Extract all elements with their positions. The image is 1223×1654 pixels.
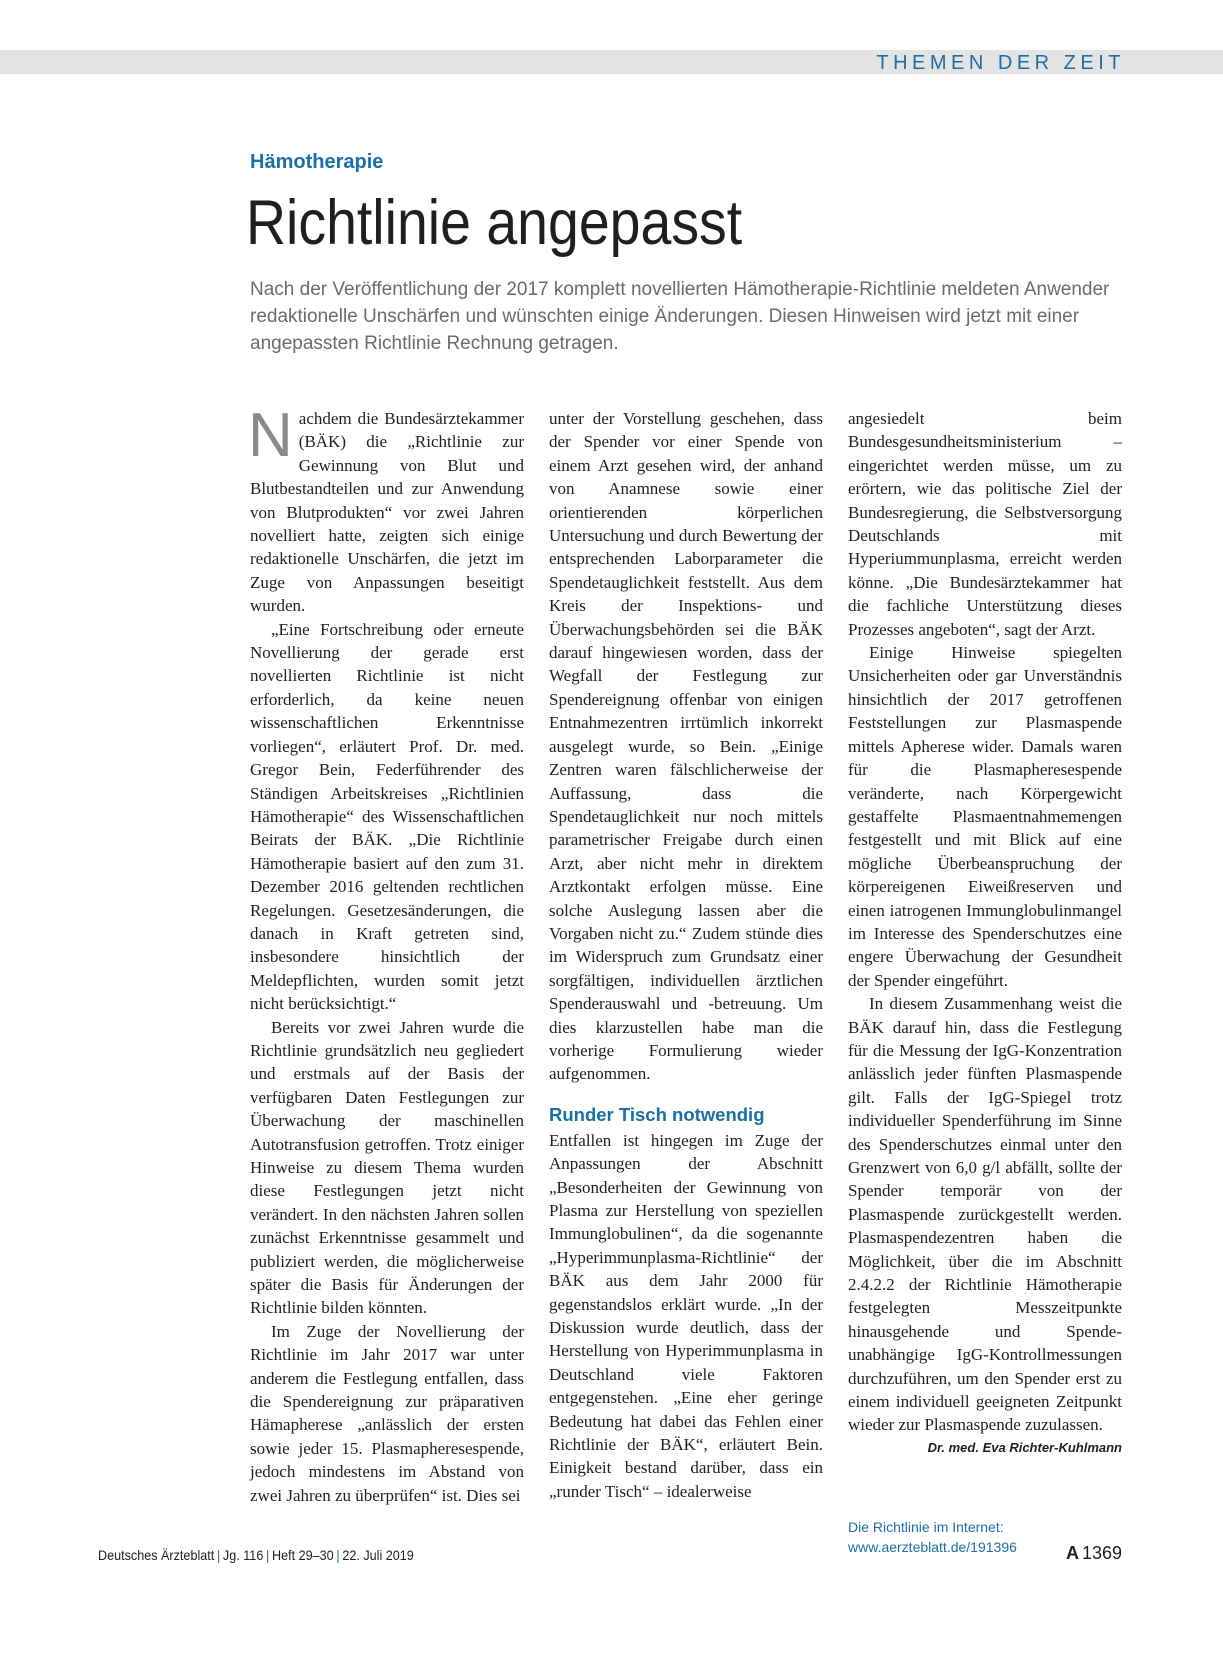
paragraph-7: In diesem Zusammenhang weist die BÄK darauf hin, dass die Festlegung für die Messung der IgG-Konzentration anlässlich jeder fünften Plasmaspende gilt. Falls der IgG-Spiegel trotz individueller Spenderführung im Sinne des Spenderschutzes einmal unter den Grenzwert von 6,0 g/l abfällt, sollte der Spender temporär von der Plasmaspende zurückgestellt werden. Plasmaspendezentren haben die Möglichkeit, über die im Abschnitt 2.4.2.2 der Richtlinie Hämotherapie festgelegten Messzeitpunkte hinausgehende und Spende-unabhängige IgG-Kontrollmessungen durchzuführen, um den Spender erst zu einem individuell geeigneten Zeitpunkt wieder zur Plasmaspende zuzulassen. bbox=[848, 994, 1122, 1435]
section-subheading: Runder Tisch notwendig bbox=[549, 1103, 765, 1125]
web-link-label: Die Richtlinie im Internet: bbox=[848, 1519, 1004, 1535]
article-kicker: Hämotherapie bbox=[250, 151, 384, 173]
drop-cap: N bbox=[248, 401, 293, 470]
web-link-box[interactable] bbox=[848, 1517, 1017, 1557]
web-link-url[interactable]: www.aerzteblatt.de/191396 bbox=[848, 1539, 1017, 1555]
page-prefix: A bbox=[1065, 1543, 1079, 1563]
article-column-2 bbox=[549, 407, 823, 1503]
article-lead: Nach der Veröffentlichung der 2017 komplett novellierten Hämotherapie-Richtlinie meldeten Anwender redaktionelle Unschärfen und wünschten einige Änderungen. Diesen Hinweisen wird jetzt mit einer angepassten Richtlinie Rechnung getragen. bbox=[250, 279, 1110, 354]
paragraph-1: achdem die Bundesärztekammer (BÄK) die „Richtlinie zur Gewinnung von Blut und Blutbestandteilen und zur Anwendung von Blutprodukten“ vor zwei Jahren novelliert hatte, zeigten sich einige redaktionelle Unschärfen, die jetzt im Zuge von Anpassungen beseitigt wurden. bbox=[250, 409, 524, 616]
footer-volume: Jg. 116 bbox=[222, 1547, 264, 1563]
article-column-3 bbox=[848, 407, 1122, 1458]
author-byline: Dr. med. Eva Richter-Kuhlmann bbox=[927, 1439, 1122, 1455]
footer-date: 22. Juli 2019 bbox=[342, 1547, 414, 1563]
paragraph-5: Entfallen ist hingegen im Zuge der Anpassungen der Abschnitt „Besonderheiten der Gewinnung von Plasma zur Herstellung von speziellen Immunglobulinen“, da die sogenannte „Hyperimmunplasma-Richtlinie“ der BÄK aus dem Jahr 2000 für gegenstandslos erklärt wurde. „In der Diskussion wurde deutlich, dass der Herstellung von Hyperimmunplasma in Deutschland viele Faktoren entgegenstehen. „Eine eher geringe Bedeutung hat dabei das Fehlen einer Richtlinie der BÄK“, erläutert Bein. Einigkeit bestand darüber, dass ein „runder Tisch“ – idealerweise bbox=[549, 1130, 823, 1501]
paragraph-2: „Eine Fortschreibung oder erneute Novellierung der gerade erst novellierten Richtlinie ist nicht erforderlich, da keine neuen wissenschaftlichen Erkenntnisse vorliegen“, erläutert Prof. Dr. med. Gregor Bein, Federführender des Ständigen Arbeitskreises „Richtlinien Hämotherapie“ des Wissenschaftlichen Beirats der BÄK. „Die Richtlinie Hämotherapie basiert auf den zum 31. Dezember 2016 geltenden rechtlichen Regelungen. Gesetzesänderungen, die danach in Kraft getreten sind, insbesondere hinsichtlich der Meldepflichten, wurden somit jetzt nicht berücksichtigt.“ bbox=[250, 619, 524, 1014]
page-number-value: 1369 bbox=[1081, 1543, 1122, 1563]
paragraph-3: Bereits vor zwei Jahren wurde die Richtlinie grundsätzlich neu gegliedert und erstmals auf der Basis der verfügbaren Daten Festlegungen zur Überwachung der maschinellen Autotransfusion getroffen. Trotz einiger Hinweise zu diesem Thema wurden diese Festlegungen jetzt nicht verändert. In den nächsten Jahren sollen zunächst Erkenntnisse gesammelt und publiziert werden, die möglicherweise später die Basis für Änderungen der Richtlinie bilden könnten. bbox=[250, 1017, 524, 1318]
footer-issue: Heft 29–30 bbox=[272, 1547, 334, 1563]
page-number bbox=[1066, 1543, 1122, 1564]
section-label: THEMEN DER ZEIT bbox=[876, 52, 1125, 74]
paragraph-6: Einige Hinweise spiegelten Unsicherheiten oder gar Unverständnis hinsichtlich der 2017 getroffenen Feststellungen zur Plasmaspende mittels Apherese wider. Damals waren für die Plasmapheresespende veränderte, nach Körpergewicht gestaffelte Plasmaentnahmemengen festgestellt und mit Blick auf eine mögliche Überbeanspruchung der körpereigenen Eiweißreserven und einen iatrogenen Immunglobulinmangel im Interesse des Spenderschutzes eine engere Überwachung der Gesundheit der Spender eingeführt. bbox=[848, 643, 1122, 990]
paragraph-4-cont: unter der Vorstellung geschehen, dass der Spender vor einer Spende von einem Arzt gesehen wird, der anhand von Anamnese sowie einer orientierenden körperlichen Untersuchung und durch Bewertung der entsprechenden Laborparameter die Spendetauglichkeit feststellt. Aus dem Kreis der Inspektions- und Überwachungsbehörden sei die BÄK darauf hingewiesen worden, dass der Wegfall der Festlegung zur Spendereignung offenbar von einigen Entnahmezentren irrtümlich inkorrekt ausgelegt wurde, so Bein. „Einige Zentren waren fälschlicherweise der Auffassung, dass die Spendetauglichkeit nur noch mittels parametrischer Freigabe durch einen Arzt, aber nicht mehr in direktem Arztkontakt erfolgen müsse. Eine solche Auslegung lassen aber die Vorgaben nicht zu.“ Zudem stünde dies im Widerspruch zum Grundsatz einer sorgfältigen, individuellen ärztlichen Spenderauswahl und -betreuung. Um dies klarzustellen habe man die vorherige Formulierung wieder aufgenommen. bbox=[549, 409, 823, 1084]
paragraph-5-cont: angesiedelt beim Bundesgesundheitsministerium – eingerichtet werden müsse, um zu erörtern, wie das politische Ziel der Bundesregierung, die Selbstversorgung Deutschlands mit Hyperiummunplasma, erreicht werden könne. „Die Bundesärztekammer hat die fachliche Unterstützung dieses Prozesses angeboten“, sagt der Arzt. bbox=[848, 409, 1122, 639]
footer-journal: Deutsches Ärzteblatt bbox=[98, 1547, 215, 1563]
article-column-1 bbox=[248, 401, 524, 1507]
article-title: Richtlinie angepasst bbox=[246, 188, 743, 258]
paragraph-4: Im Zuge der Novellierung der Richtlinie im Jahr 2017 war unter anderem die Festlegung entfallen, dass die Spendereignung zur präparativen Hämapherese „anlässlich der ersten sowie jeder 15. Plasmapheresespende, jedoch mindestens im Abstand von zwei Jahren zu überprüfen“ ist. Dies sei bbox=[250, 1321, 524, 1505]
footer-citation: Deutsches Ärzteblatt | Jg. 116 | Heft 29–30 | 22. Juli 2019 bbox=[98, 1547, 414, 1563]
